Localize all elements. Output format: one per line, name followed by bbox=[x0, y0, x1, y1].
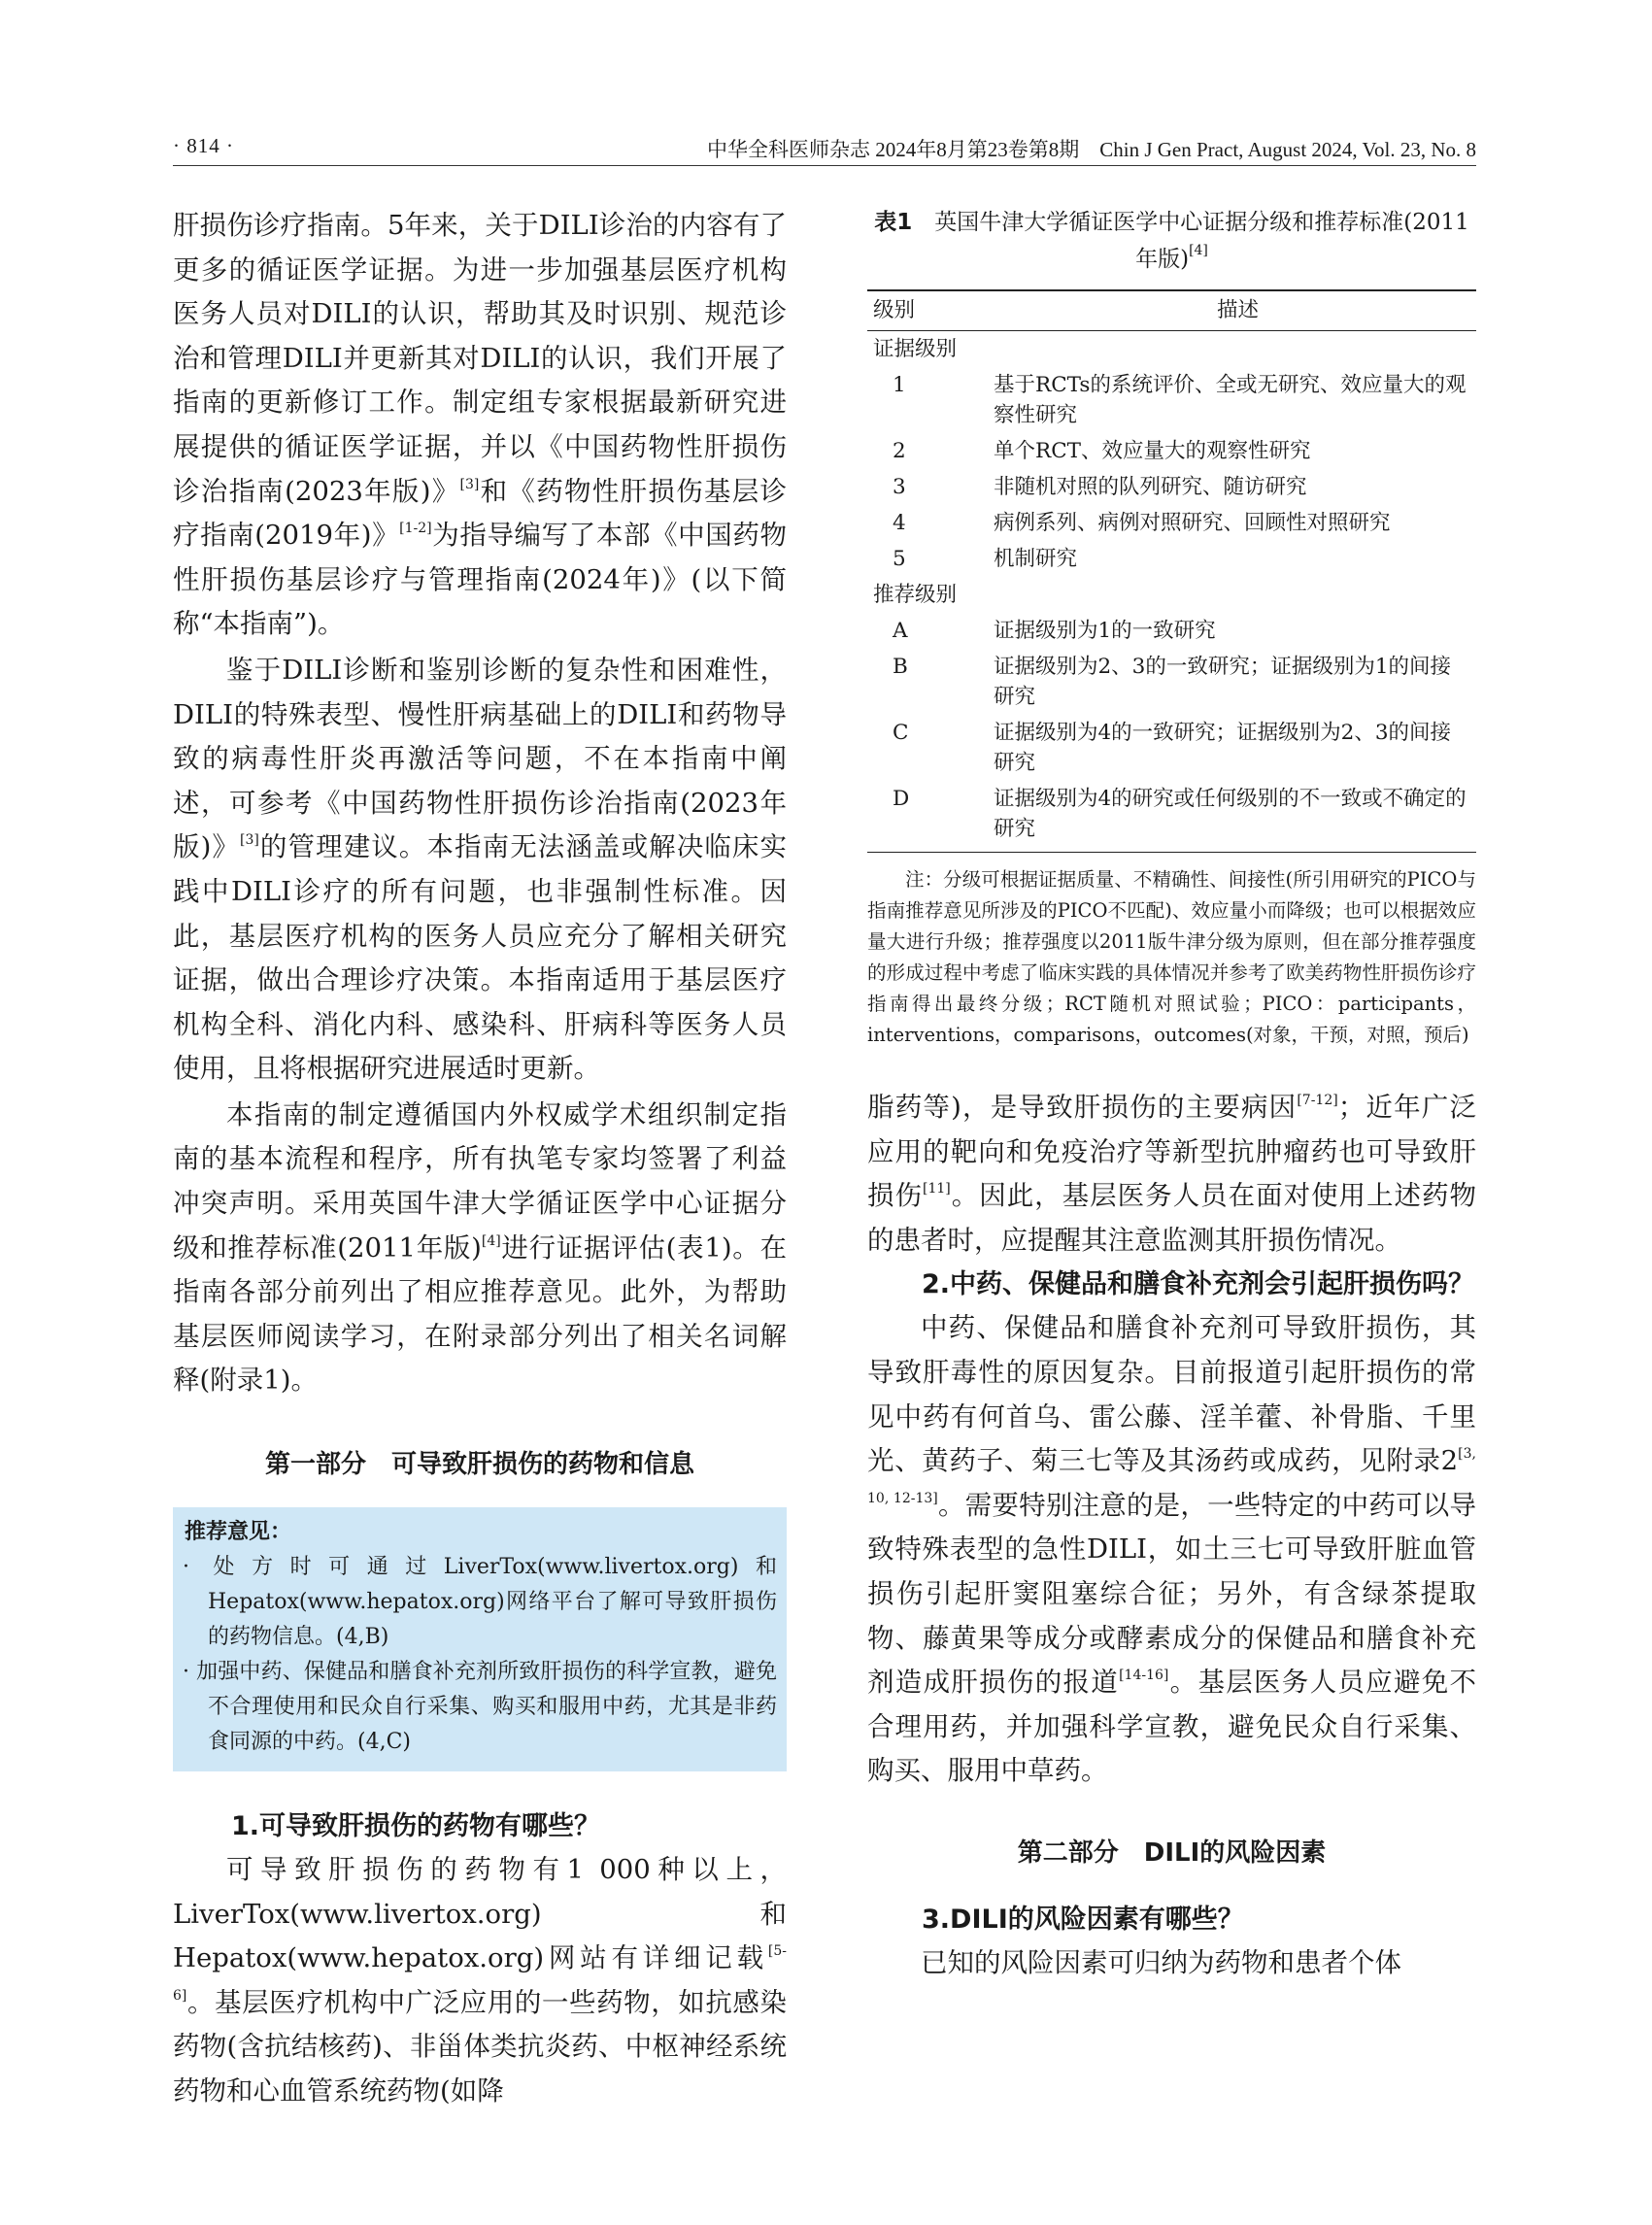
intro-paragraph-3: 本指南的制定遵循国内外权威学术组织制定指南的基本流程和程序，所有执笔专家均签署了利益冲突声明。采用英国牛津大学循证医学中心证据分级和推荐标准(2011年版)[4]进行证据评估(表1)。在指南各部分前列出了相应推荐意见。此外，为帮助基层医师阅读学习，在附录部分列出了相关名词解释(附录1)。 bbox=[173, 1098, 787, 1397]
question-2-paragraph: 中药、保健品和膳食补充剂可导致肝损伤，其导致肝毒性的原因复杂。目前报道引起肝损伤的常见中药有何首乌、雷公藤、淫羊藿、补骨脂、千里光、黄药子、菊三七等及其汤药或成药，见附录2[3, 10, 12-13]。需要特别注意的是，一些特定的中药可以导致特殊表型的急性DILI，如土三七可导致肝脏血管损伤引起肝窦阻塞综合征；另外，有含绿茶提取物、藤黄果等成分或酵素成分的保健品和膳食补充剂造成肝损伤的报道[14-16]。基层医务人员应避免不合理用药，并加强科学宣教，避免民众自行采集、购买、服用中草药。 bbox=[867, 1312, 1477, 1787]
description-cell: 证据级别为1的一致研究 bbox=[994, 619, 1216, 643]
description-cell: 病例系列、病例对照研究、回顾性对照研究 bbox=[994, 511, 1391, 535]
table-caption: 表1 英国牛津大学循证医学中心证据分级和推荐标准(2011年版)[4] bbox=[874, 210, 1469, 272]
level-cell: 2 bbox=[893, 439, 906, 463]
description-cell: 证据级别为2、3的一致研究；证据级别为1的间接研究 bbox=[994, 655, 1452, 709]
description-cell: 单个RCT、效应量大的观察性研究 bbox=[994, 439, 1311, 463]
question-1-title: 1.可导致肝损伤的药物有哪些？ bbox=[231, 1811, 601, 1842]
right-column bbox=[867, 204, 1476, 1986]
citation: [5-6] bbox=[173, 1943, 787, 2004]
level-cell: D bbox=[867, 781, 994, 853]
citation: [4] bbox=[1189, 243, 1208, 258]
citation: [3, 10, 12-13] bbox=[867, 1446, 1476, 1506]
group-label: 证据级别 bbox=[873, 337, 958, 361]
table-row bbox=[867, 367, 1476, 433]
table-row bbox=[867, 541, 1476, 577]
intro-paragraph-1: 肝损伤诊疗指南。5年来，关于DILI诊治的内容有了更多的循证医学证据。为进一步加强基层医疗机构医务人员对DILI的认识，帮助其及时识别、规范诊治和管理DILI并更新其对DILI的认识，我们开展了指南的更新修订工作。制定组专家根据最新研究进展提供的循证医学证据，并以《中国药物性肝损伤诊治指南(2023年版)》[3]和《药物性肝损伤基层诊疗指南(2019年)》[1-2]为指导编写了本部《中国药物性肝损伤基层诊疗与管理指南(2024年)》(以下简称“本指南”)。 bbox=[173, 210, 787, 640]
group-label: 推荐级别 bbox=[873, 583, 958, 607]
table-group-row bbox=[867, 331, 1476, 368]
description-cell: 非随机对照的队列研究、随访研究 bbox=[994, 475, 1307, 499]
table-header-row bbox=[867, 290, 1476, 331]
page-number: · 814 · bbox=[173, 134, 234, 157]
table-row bbox=[867, 505, 1476, 541]
question-3-title: 3.DILI的风险因素有哪些？ bbox=[922, 1904, 1244, 1935]
description-cell: 证据级别为4的一致研究；证据级别为2、3的间接研究 bbox=[994, 721, 1452, 775]
description-cell: 机制研究 bbox=[994, 547, 1078, 571]
running-header bbox=[173, 132, 1476, 166]
table-row bbox=[867, 649, 1476, 715]
column-header-description: 描述 bbox=[994, 290, 1476, 331]
table-row bbox=[867, 613, 1476, 649]
section-title-part2: 第二部分 DILI的风险因素 bbox=[1017, 1837, 1327, 1868]
table-row bbox=[867, 433, 1476, 469]
level-cell: C bbox=[893, 721, 909, 745]
table-row bbox=[867, 469, 1476, 505]
journal-citation: 中华全科医师杂志 2024年8月第23卷第8期 Chin J Gen Pract, August 2024, Vol. 23, No. 8 bbox=[707, 138, 1476, 161]
citation: [4] bbox=[481, 1232, 501, 1249]
description-cell: 证据级别为4的研究或任何级别的不一致或不确定的研究 bbox=[994, 781, 1476, 853]
level-cell: 5 bbox=[893, 547, 906, 571]
level-cell: 3 bbox=[893, 475, 906, 499]
question-1-paragraph: 可导致肝损伤的药物有1 000种以上，LiverTox(www.livertox.org)和Hepatox(www.hepatox.org)网站有详细记载[5-6]。基层医疗机构中广泛应用的一些药物，如抗感染药物(含抗结核药)、非甾体类抗炎药、中枢神经系统药物和心血管系统药物(如降 bbox=[173, 1854, 787, 2107]
table-row bbox=[867, 715, 1476, 781]
column-header-level: 级别 bbox=[867, 290, 994, 331]
recommendation-item: · 加强中药、保健品和膳食补充剂所致肝损伤的科学宣教，避免不合理使用和民众自行采集、购买和服用中药，尤其是非药食同源的中药。(4,C) bbox=[183, 1660, 777, 1755]
recommendation-item: · 处方时可通过LiverTox(www.livertox.org)和Hepatox(www.hepatox.org)网络平台了解可导致肝损伤的药物信息。(4,B) bbox=[183, 1555, 777, 1650]
citation: [11] bbox=[922, 1181, 951, 1197]
table-group-row bbox=[867, 577, 1476, 613]
citation: [1-2] bbox=[399, 521, 432, 537]
table-row bbox=[867, 781, 1476, 853]
level-cell: 1 bbox=[893, 373, 906, 397]
citation: [3] bbox=[240, 832, 259, 849]
level-cell: 4 bbox=[893, 511, 906, 535]
question-2-title: 2.中药、保健品和膳食补充剂会引起肝损伤吗？ bbox=[922, 1269, 1475, 1300]
table-label: 表1 bbox=[874, 210, 913, 235]
intro-paragraph-2: 鉴于DILI诊断和鉴别诊断的复杂性和困难性，DILI的特殊表型、慢性肝病基础上的DILI和药物导致的病毒性肝炎再激活等问题，不在本指南中阐述，可参考《中国药物性肝损伤诊治指南(2023年版)》[3]的管理建议。本指南无法涵盖或解决临床实践中DILI诊疗的所有问题，也非强制性标准。因此，基层医疗机构的医务人员应充分了解相关研究证据，做出合理诊疗决策。本指南适用于基层医疗机构全科、消化内科、感染科、肝病科等医务人员使用，且将根据研究进展适时更新。 bbox=[173, 654, 788, 1085]
evidence-grading-table bbox=[867, 289, 1476, 853]
level-cell: B bbox=[893, 655, 908, 679]
level-cell: A bbox=[893, 619, 908, 643]
citation: [7-12] bbox=[1297, 1093, 1338, 1108]
table-note: 注：分级可根据证据质量、不精确性、间接性(所引用研究的PICO与指南推荐意见所涉及的PICO不匹配)、效应量小而降级；也可以根据效应量大进行升级；推荐强度以2011版牛津分级为原则，但在部分推荐强度的形成过程中考虑了临床实践的具体情况并参考了欧美药物性肝损伤诊疗指南得出最终分级；RCT随机对照试验；PICO：participants，interventions，comparisons，outcomes(对象，干预，对照，预后) bbox=[867, 868, 1476, 1046]
citation: [14-16] bbox=[1119, 1668, 1169, 1684]
drug-paragraph-continued: 脂药等)，是导致肝损伤的主要病因[7-12]；近年广泛应用的靶向和免疫治疗等新型抗肿瘤药也可导致肝损伤[11]。因此，基层医务人员在面对使用上述药物的患者时，应提醒其注意监测其肝损伤情况。 bbox=[867, 1092, 1477, 1256]
left-column bbox=[173, 204, 787, 2114]
question-3-paragraph: 已知的风险因素可归纳为药物和患者个体 bbox=[921, 1946, 1401, 1978]
recommendation-heading: 推荐意见： bbox=[185, 1520, 292, 1545]
description-cell: 基于RCTs的系统评价、全或无研究、效应量大的观察性研究 bbox=[994, 373, 1467, 427]
section-title-part1: 第一部分 可导致肝损伤的药物和信息 bbox=[264, 1450, 694, 1480]
recommendation-box bbox=[173, 1507, 787, 1771]
citation: [3] bbox=[459, 476, 480, 492]
